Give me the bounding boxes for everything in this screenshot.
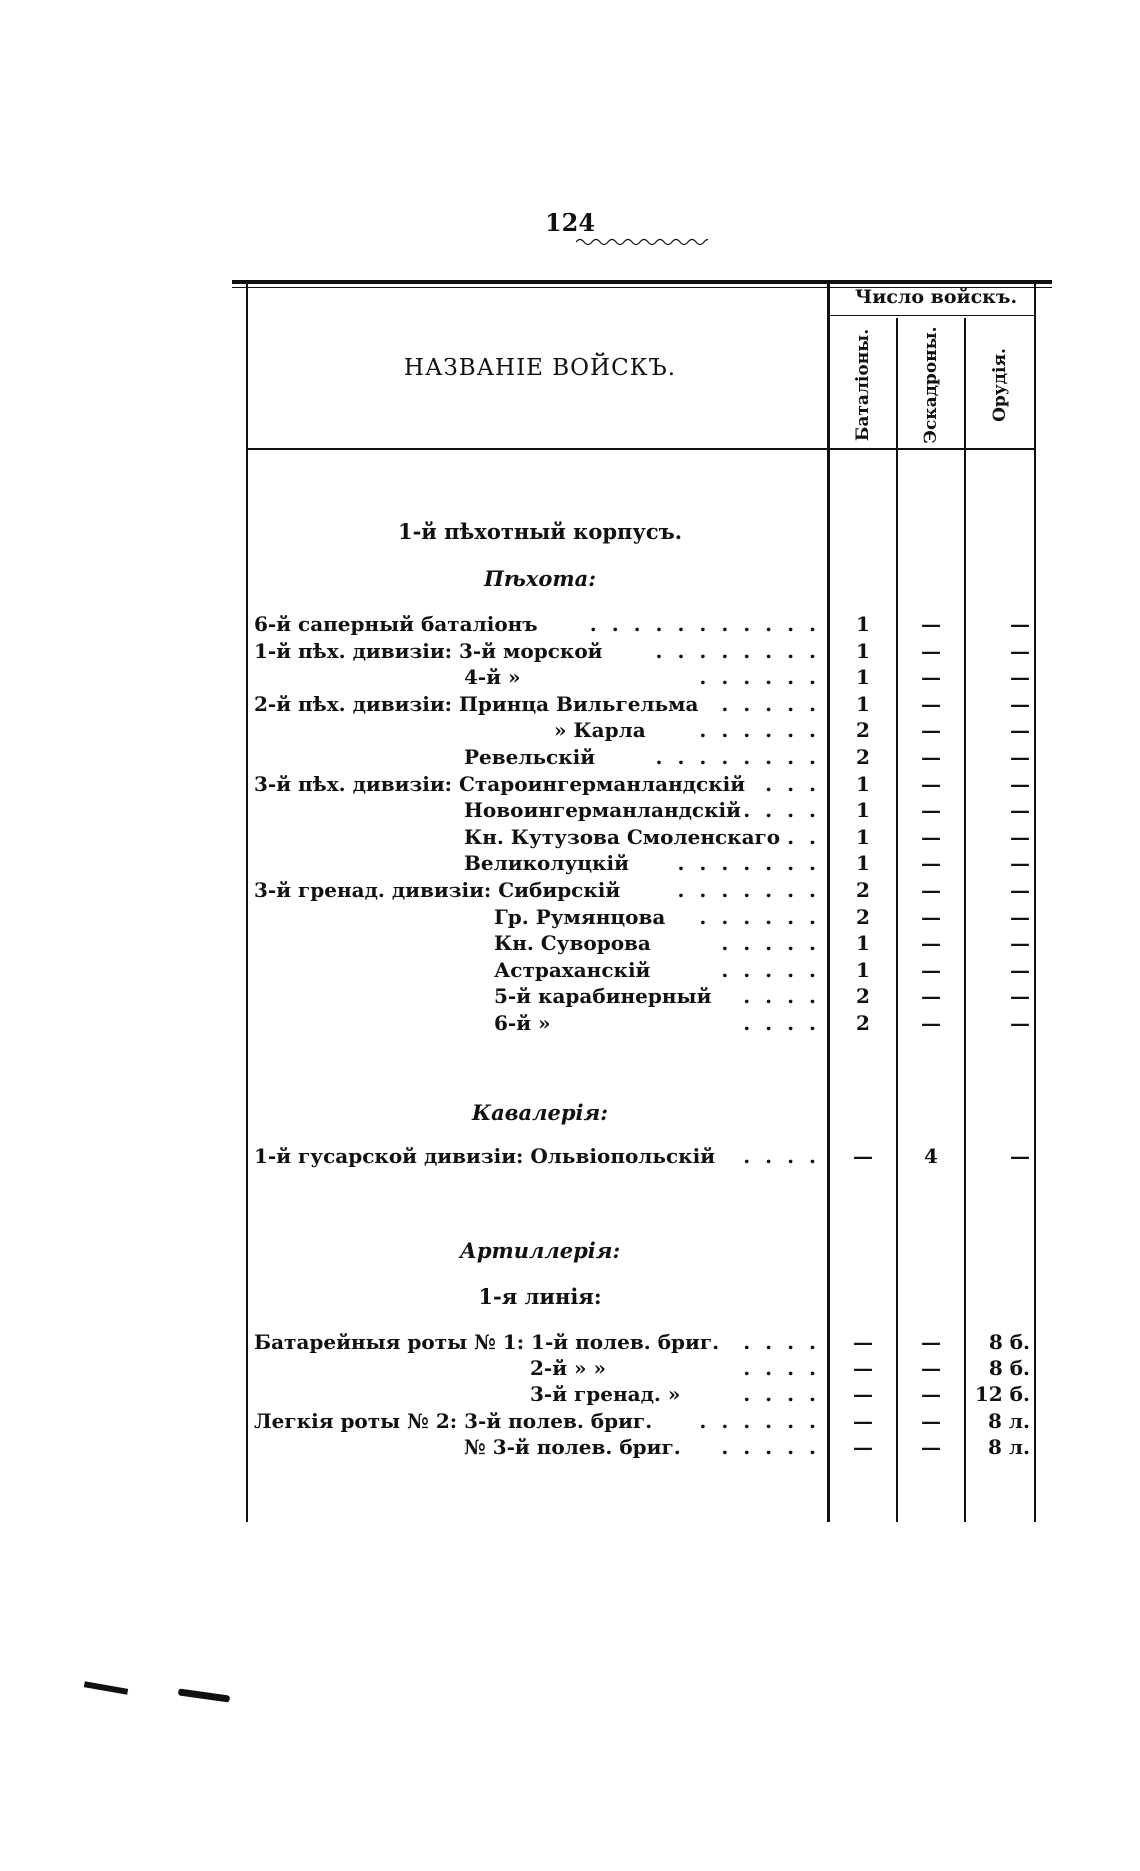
leader-dots: . . . . . bbox=[721, 1434, 820, 1459]
unit-name: Кн. Кутузова Смоленскаго bbox=[464, 824, 781, 849]
squadrons-value: — bbox=[921, 878, 941, 902]
leader-dots: . . . . . . . . bbox=[655, 745, 820, 769]
guns-value: — bbox=[1010, 612, 1030, 636]
guns-value: — bbox=[1010, 984, 1030, 1009]
infantry-heading: Пѣхота: bbox=[484, 566, 596, 591]
leader-dots: . . . . . . . . bbox=[655, 638, 820, 663]
battalions-value: — bbox=[853, 1382, 873, 1407]
squadrons-value: — bbox=[921, 904, 941, 929]
squadrons-value: — bbox=[921, 984, 941, 1009]
leader-dots: . . . . . . bbox=[699, 904, 820, 929]
guns-value: — bbox=[1010, 718, 1030, 743]
leader-dots: . . . . bbox=[743, 1330, 820, 1354]
battalions-value: 1 bbox=[856, 851, 870, 876]
unit-name: 6-й » bbox=[494, 1011, 551, 1035]
guns-value: — bbox=[1010, 771, 1030, 796]
unit-name: Гр. Румянцова bbox=[494, 904, 666, 929]
squadrons-value: — bbox=[921, 745, 941, 769]
table-row bbox=[0, 878, 1140, 904]
battalions-value: — bbox=[853, 1434, 873, 1459]
squadrons-value: — bbox=[921, 638, 941, 663]
guns-value: — bbox=[1010, 1011, 1030, 1035]
page-number-ornament bbox=[576, 236, 708, 248]
guns-value: — bbox=[1010, 824, 1030, 849]
table-row bbox=[0, 639, 1140, 665]
unit-name: 3-й пѣх. дивизіи: Староингерманландскій bbox=[254, 771, 746, 796]
table-row bbox=[0, 1011, 1140, 1037]
unit-name: 1-й пѣх. дивизіи: 3-й морской bbox=[254, 638, 603, 663]
unit-name: Астраханскій bbox=[494, 957, 651, 982]
table-row bbox=[0, 798, 1140, 824]
table-row bbox=[0, 825, 1140, 851]
battalions-value: 2 bbox=[856, 904, 870, 929]
leader-dots: . . . . bbox=[743, 1011, 820, 1035]
squadrons-value: — bbox=[921, 665, 941, 690]
guns-value: — bbox=[1010, 798, 1030, 823]
table-row bbox=[0, 984, 1140, 1010]
guns-value: — bbox=[1010, 904, 1030, 929]
guns-value: — bbox=[1010, 878, 1030, 902]
battalions-value: — bbox=[853, 1356, 873, 1381]
leader-dots: . . . . bbox=[743, 984, 820, 1009]
guns-value: 8 б. bbox=[988, 1356, 1030, 1381]
unit-name: Новоингерманландскій bbox=[464, 798, 741, 823]
battalions-value: 1 bbox=[856, 665, 870, 690]
table-row bbox=[0, 665, 1140, 691]
guns-value: — bbox=[1010, 691, 1030, 716]
table-row bbox=[0, 692, 1140, 718]
guns-value: — bbox=[1010, 665, 1030, 690]
unit-name: Кн. Суворова bbox=[494, 931, 651, 956]
artillery-heading: Артиллерія: bbox=[459, 1238, 621, 1263]
battalions-column-header: Баталіоны. bbox=[853, 328, 873, 442]
ink-mark bbox=[178, 1688, 230, 1702]
page-number: 124 bbox=[544, 208, 596, 237]
guns-value: — bbox=[1010, 1144, 1030, 1168]
unit-name: Батарейныя роты № 1: 1-й полев. бриг. bbox=[254, 1330, 720, 1354]
leader-dots: . . . . bbox=[743, 1144, 820, 1168]
guns-value: — bbox=[1010, 638, 1030, 663]
unit-name: 2-й пѣх. дивизіи: Принца Вильгельма bbox=[254, 691, 699, 716]
unit-name: 6-й саперный баталіонъ bbox=[254, 612, 538, 636]
table-row bbox=[0, 1382, 1140, 1408]
squadrons-value: — bbox=[921, 718, 941, 743]
unit-name: № 3-й полев. бриг. bbox=[464, 1434, 681, 1459]
leader-dots: . . . . bbox=[743, 1382, 820, 1407]
table-top-rule bbox=[232, 280, 1052, 284]
leader-dots: . . . . . . bbox=[699, 718, 820, 743]
header-bottom-rule bbox=[246, 448, 1036, 450]
guns-value: 8 л. bbox=[988, 1434, 1030, 1459]
battalions-value: 2 bbox=[856, 878, 870, 902]
squadrons-value: — bbox=[921, 1382, 941, 1407]
squadrons-value: — bbox=[921, 851, 941, 876]
unit-name: 1-й гусарской дивизіи: Ольвіопольскій bbox=[254, 1144, 716, 1168]
guns-value: — bbox=[1010, 851, 1030, 876]
battalions-value: 1 bbox=[856, 957, 870, 982]
leader-dots: . . . . . bbox=[721, 931, 820, 956]
table-row bbox=[0, 1356, 1140, 1382]
leader-dots: . . . . . . bbox=[699, 665, 820, 690]
artillery-subheading: 1-я линія: bbox=[478, 1284, 602, 1309]
table-row bbox=[0, 931, 1140, 957]
table-row bbox=[0, 772, 1140, 798]
leader-dots: . . . . . . . bbox=[677, 878, 820, 902]
squadrons-value: — bbox=[921, 1011, 941, 1035]
leader-dots: . . . . . bbox=[721, 691, 820, 716]
leader-dots: . . . . . . . bbox=[677, 851, 820, 876]
squadrons-value: — bbox=[921, 771, 941, 796]
leader-dots: . . . . . . . . . . . bbox=[589, 612, 820, 636]
unit-name: Ревельскій bbox=[464, 745, 596, 769]
squadrons-value: — bbox=[921, 1330, 941, 1354]
leader-dots: . . . . . . bbox=[699, 1408, 820, 1433]
guns-value: 8 л. bbox=[988, 1408, 1030, 1433]
ink-mark bbox=[84, 1681, 128, 1695]
table-row bbox=[0, 1144, 1140, 1170]
squadrons-value: — bbox=[921, 931, 941, 956]
table-row bbox=[0, 851, 1140, 877]
battalions-value: 1 bbox=[856, 771, 870, 796]
unit-name: 3-й гренад. » bbox=[530, 1382, 681, 1407]
battalions-value: 1 bbox=[856, 691, 870, 716]
battalions-value: 1 bbox=[856, 638, 870, 663]
battalions-value: 1 bbox=[856, 824, 870, 849]
guns-value: — bbox=[1010, 957, 1030, 982]
guns-value: — bbox=[1010, 745, 1030, 769]
table-row bbox=[0, 905, 1140, 931]
table-row bbox=[0, 958, 1140, 984]
table-row bbox=[0, 1330, 1140, 1356]
cavalry-heading: Кавалерія: bbox=[472, 1100, 608, 1125]
guns-value: 8 б. bbox=[988, 1330, 1030, 1354]
squadrons-column-header: Эскадроны. bbox=[921, 326, 941, 444]
table-row bbox=[0, 1435, 1140, 1461]
squadrons-value: — bbox=[921, 1408, 941, 1433]
battalions-value: — bbox=[853, 1330, 873, 1354]
squadrons-value: — bbox=[921, 1434, 941, 1459]
name-column-header: НАЗВАНІЕ ВОЙСКЪ. bbox=[403, 355, 677, 381]
unit-name: » Карла bbox=[554, 718, 646, 743]
battalions-value: 2 bbox=[856, 984, 870, 1009]
leader-dots: . . . . bbox=[743, 1356, 820, 1381]
battalions-value: 1 bbox=[856, 798, 870, 823]
squadrons-value: — bbox=[921, 612, 941, 636]
squadrons-value: — bbox=[921, 1356, 941, 1381]
leader-dots: . . . . bbox=[743, 798, 820, 823]
battalions-value: 2 bbox=[856, 718, 870, 743]
troop-count-header: Число войскъ. bbox=[854, 286, 1018, 308]
table-row bbox=[0, 612, 1140, 638]
guns-column-header: Орудія. bbox=[990, 348, 1010, 422]
battalions-value: 1 bbox=[856, 931, 870, 956]
leader-dots: . . . . . bbox=[721, 957, 820, 982]
leader-dots: . . . bbox=[765, 771, 820, 796]
unit-name: Легкія роты № 2: 3-й полев. бриг. bbox=[254, 1408, 653, 1433]
squadrons-value: — bbox=[921, 691, 941, 716]
corps-title: 1-й пѣхотный корпусъ. bbox=[397, 519, 683, 544]
battalions-value: 2 bbox=[856, 1011, 870, 1035]
unit-name: 2-й » » bbox=[530, 1356, 606, 1381]
battalions-value: 2 bbox=[856, 745, 870, 769]
guns-value: 12 б. bbox=[974, 1382, 1030, 1407]
battalions-value: — bbox=[853, 1144, 873, 1168]
unit-name: 3-й гренад. дивизіи: Сибирскій bbox=[254, 878, 621, 902]
leader-dots: . . bbox=[787, 824, 820, 849]
guns-value: — bbox=[1010, 931, 1030, 956]
table-row bbox=[0, 718, 1140, 744]
unit-name: Великолуцкій bbox=[464, 851, 629, 876]
table-row bbox=[0, 745, 1140, 771]
unit-name: 5-й карабинерный bbox=[494, 984, 712, 1009]
battalions-value: — bbox=[853, 1408, 873, 1433]
squadrons-value: — bbox=[921, 824, 941, 849]
squadrons-value: 4 bbox=[924, 1144, 938, 1168]
battalions-value: 1 bbox=[856, 612, 870, 636]
squadrons-value: — bbox=[921, 957, 941, 982]
table-row bbox=[0, 1409, 1140, 1435]
unit-name: 4-й » bbox=[464, 665, 521, 690]
squadrons-value: — bbox=[921, 798, 941, 823]
